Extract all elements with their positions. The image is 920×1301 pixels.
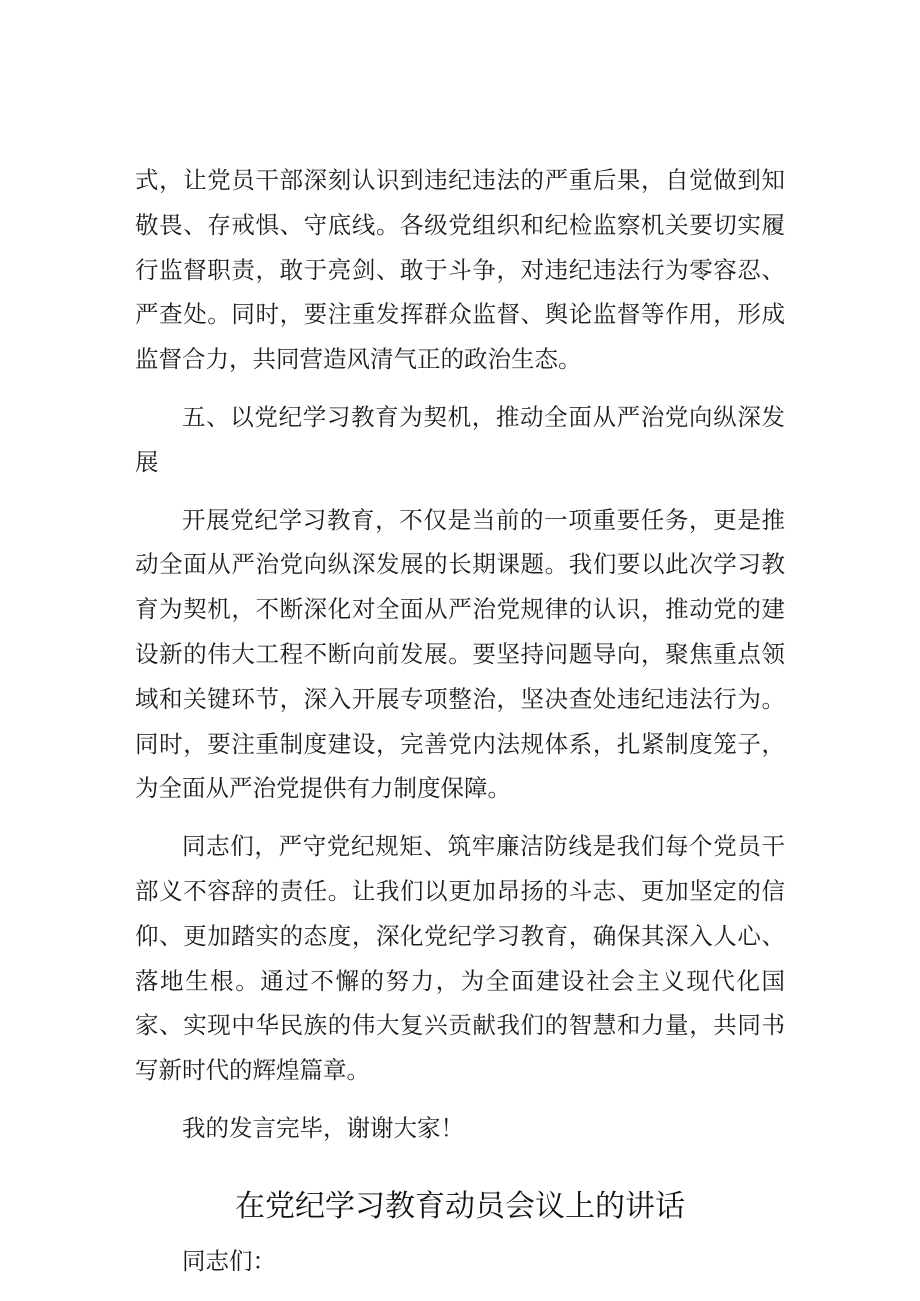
paragraph: 同志们，严守党纪规矩、筑牢廉洁防线是我们每个党员干部义不容辞的责任。让我们以更加昂扬的斗志、更加坚定的信仰、更加踏实的态度，深化党纪学习教育，确保其深入人心、落地生根。通过不懈的努力，为全面建设社会主义现代化国家、实现中华民族的伟大复兴贡献我们的智慧和力量，共同书写新时代的辉煌篇章。 bbox=[135, 832, 785, 1085]
section-heading: 五、以党纪学习教育为契机，推动全面从严治党向纵深发展 bbox=[135, 402, 785, 476]
salutation: 同志们： bbox=[182, 1246, 276, 1275]
paragraph: 开展党纪学习教育，不仅是当前的一项重要任务，更是推动全面从严治党向纵深发展的长期课题。我们要以此次学习教育为契机，不断深化对全面从严治党规律的认识，推动党的建设新的伟大工程不断向前发展。要坚持问题导向，聚焦重点领域和关键环节，深入开展专项整治，坚决查处违纪违法行为。同时，要注重制度建设，完善党内法规体系，扎紧制度笼子，为全面从严治党提供有力制度保障。 bbox=[135, 505, 785, 803]
speech-title: 在党纪学习教育动员会议上的讲话 bbox=[235, 1188, 685, 1224]
document-body bbox=[135, 158, 785, 1283]
paragraph-continuation: 式，让党员干部深刻认识到违纪违法的严重后果，自觉做到知敬畏、存戒惧、守底线。各级党组织和纪检监察机关要切实履行监督职责，敢于亮剑、敢于斗争，对违纪违法行为零容忍、严查处。同时，要注重发挥群众监督、舆论监督等作用，形成监督合力，共同营造风清气正的政治生态。 bbox=[135, 166, 785, 374]
closing-line: 我的发言完毕，谢谢大家！ bbox=[182, 1113, 464, 1142]
